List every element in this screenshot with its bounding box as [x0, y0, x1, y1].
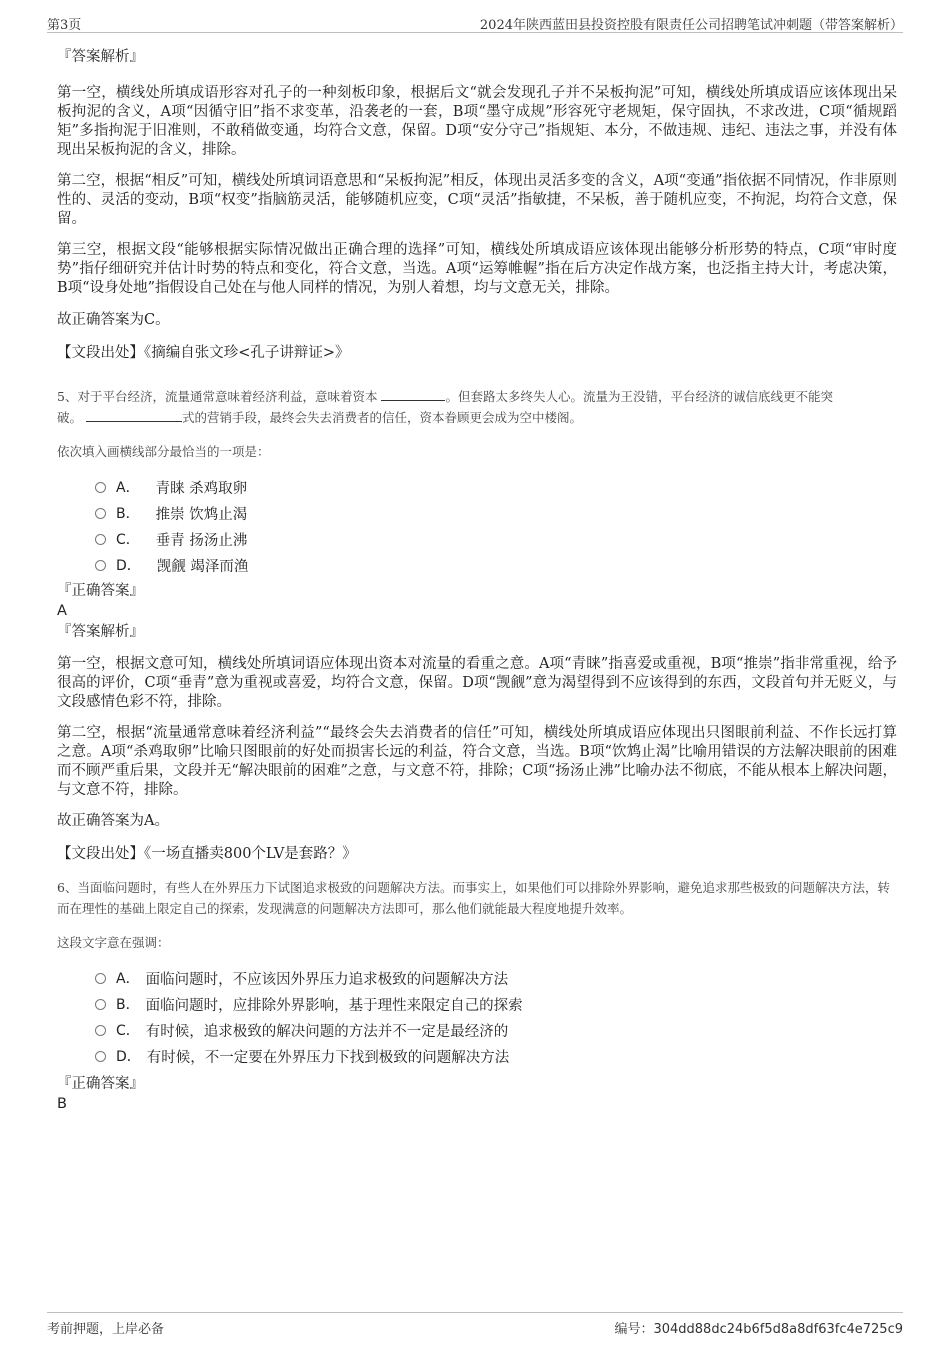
footer-slogan: 考前押题，上岸必备: [47, 1322, 165, 1337]
radio-icon[interactable]: [95, 482, 106, 493]
radio-icon[interactable]: [95, 973, 106, 984]
answer-conclusion: 故正确答案为A。: [57, 813, 169, 829]
option-c[interactable]: C． 有时候，追求极致的解决问题的方法并不一定是最经济的: [95, 1017, 897, 1043]
question-stem: 5、对于平台经济，流量通常意味着经济利益，意味着资本 。但套路太多终失人心。流量为王没错，平台经济的诚信底线更不能突 破。 式的营销手段，最终会失去消费者的信任，资本眷顾更会成为空中楼阁。: [57, 389, 833, 425]
analysis-paragraph: 第二空，根据“相反”可知，横线处所填词语意思和“呆板拘泥”相反，体现出灵活多变的含义，A项“变通”指依据不同情况，作非原则性的、灵活的变动，B项“权变”指脑筋灵活，能够随机应变，C项“灵活”指敏捷，不呆板，善于随机应变，不拘泥，均符合文意，保留。: [57, 173, 897, 227]
correct-answer: A: [57, 603, 67, 619]
option-b[interactable]: B． 面临问题时，应排除外界影响，基于理性来限定自己的探索: [95, 991, 897, 1017]
document-title: 2024年陕西蓝田县投资控股有限责任公司招聘笔试冲刺题（带答案解析）: [479, 18, 903, 33]
radio-icon[interactable]: [95, 1025, 106, 1036]
fill-blank: [86, 409, 182, 422]
analysis-paragraph: 第一空，横线处所填成语形容对孔子的一种刻板印象，根据后文“就会发现孔子并不呆板拘泥”可知，横线处所填成语应该体现出呆板拘泥的含义，A项“因循守旧”指不求变革，沿袭老的一套，B项“墨守成规”形容死守老规矩，保守固执，不求改进，C项“循规蹈矩”多指拘泥于旧准则，不敢稍做变通，均符合文意，保留。D项“安分守己”指规矩、本分，不做违规、违纪、违法之事，并没有体现出呆板拘泥的含义，排除。: [57, 85, 897, 158]
analysis-paragraph: 第二空，根据“流量通常意味着经济利益”“最终会失去消费者的信任”可知，横线处所填成语应体现出只图眼前利益、不作长远打算之意。A项“杀鸡取卵”比喻只图眼前的好处而损害长远的利益，符合文意，当选。B项“饮鸩止渴”比喻用错误的方法解决眼前的困难而不顾严重后果，文段并无“解决眼前的困难”之意，与文意不符，排除；C项“扬汤止沸”比喻办法不彻底，不能从根本上解决问题，与文意不符，排除。: [57, 725, 897, 798]
radio-icon[interactable]: [95, 560, 106, 571]
fill-blank: [381, 388, 445, 401]
option-b[interactable]: B． 推崇 饮鸩止渴: [95, 500, 897, 526]
analysis-paragraph: 第三空，根据文段“能够根据实际情况做出正确合理的选择”可知，横线处所填成语应该体现出能够分析形势的特点，C项“审时度势”指仔细研究并估计时势的特点和变化，符合文意，当选。A项“运筹帷幄”指在后方决定作战方案，也泛指主持大计，考虑决策，B项“设身处地”指假设自己处在与他人同样的情况，为别人着想，均与文意无关，排除。: [57, 242, 897, 296]
radio-icon[interactable]: [95, 1051, 106, 1062]
page-number: 第3页: [47, 18, 82, 33]
source-citation: 【文段出处】《摘编自张文珍<孔子讲辩证>》: [57, 345, 350, 361]
question-6: [57, 877, 897, 1114]
page-footer: [47, 1312, 903, 1337]
options-list: [95, 474, 897, 578]
source-citation: 【文段出处】《一场直播卖800个LV是套路？》: [57, 846, 357, 862]
question-5: [57, 386, 897, 864]
question-prompt: 依次填入画横线部分最恰当的一项是：: [57, 444, 270, 459]
page-content: [57, 44, 897, 1114]
answer-conclusion: 故正确答案为C。: [57, 312, 170, 328]
analysis-label: 『答案解析』: [57, 624, 144, 640]
question-stem: 6、当面临问题时，有些人在外界压力下试图追求极致的问题解决方法。而事实上，如果他们可以排除外界影响，避免追求那些极致的问题解决方法，转而在理性的基础上限定自己的探索，发现满意的问题解决方法即可，那么他们就能最大程度地提升效率。: [57, 880, 890, 916]
analysis-label: 『答案解析』: [57, 49, 144, 65]
options-list: [95, 965, 897, 1069]
radio-icon[interactable]: [95, 508, 106, 519]
radio-icon[interactable]: [95, 534, 106, 545]
option-c[interactable]: C． 垂青 扬汤止沸: [95, 526, 897, 552]
document-code: 编号：304dd88dc24b6f5d8a8df63fc4e725c9: [614, 1322, 903, 1337]
option-a[interactable]: A． 面临问题时，不应该因外界压力追求极致的问题解决方法: [95, 965, 897, 991]
correct-answer-label: 『正确答案』: [57, 1076, 144, 1092]
option-d[interactable]: D． 觊觎 竭泽而渔: [95, 552, 897, 578]
radio-icon[interactable]: [95, 999, 106, 1010]
question-prompt: 这段文字意在强调：: [57, 935, 170, 950]
page-header: [47, 12, 903, 33]
correct-answer-label: 『正确答案』: [57, 583, 144, 599]
analysis-paragraph: 第一空，根据文意可知，横线处所填词语应体现出资本对流量的看重之意。A项“青睐”指喜爱或重视，B项“推崇”指非常重视，给予很高的评价，C项“垂青”意为重视或喜爱，均符合文意，保留。D项“觊觎”意为渴望得到不应该得到的东西，文段首句并无贬义，与文段感情色彩不符，排除。: [57, 656, 897, 710]
correct-answer: B: [57, 1096, 67, 1112]
option-a[interactable]: A． 青睐 杀鸡取卵: [95, 474, 897, 500]
option-d[interactable]: D． 有时候，不一定要在外界压力下找到极致的问题解决方法: [95, 1043, 897, 1069]
